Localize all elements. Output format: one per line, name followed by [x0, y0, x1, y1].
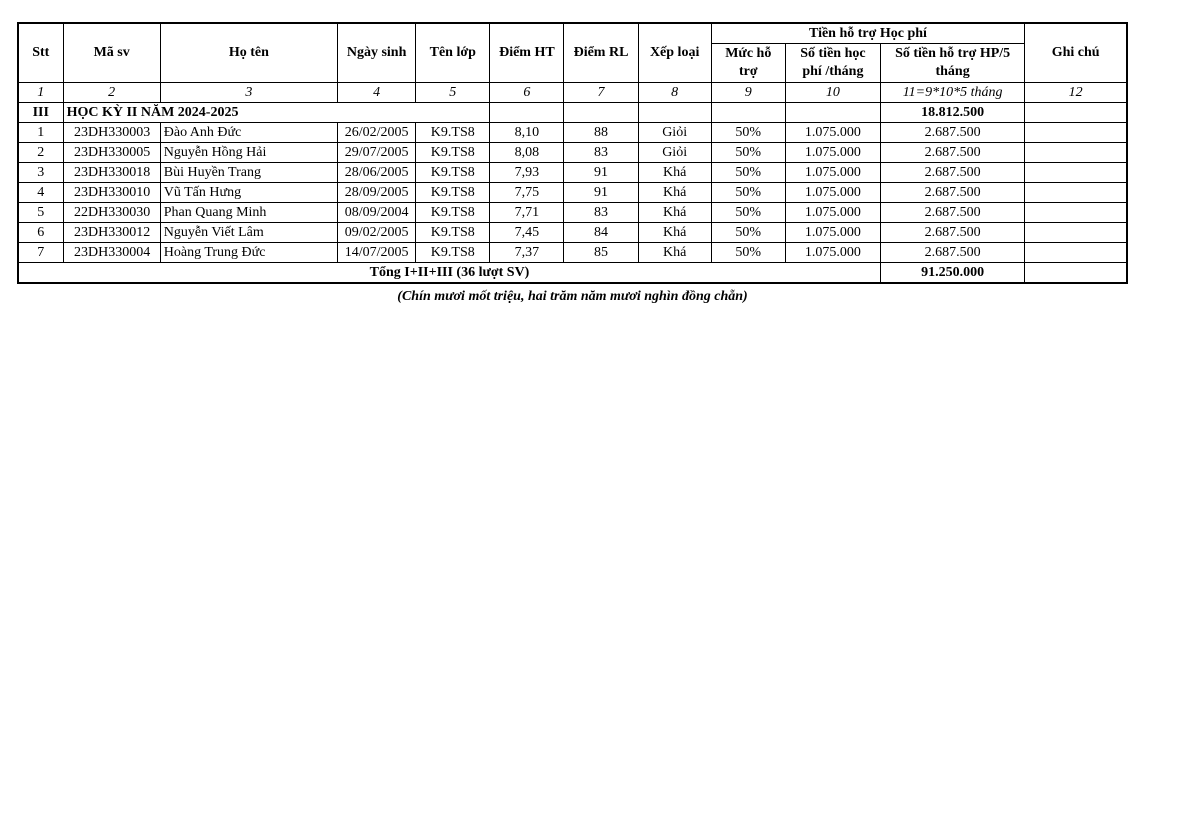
row-hoc-phi: 1.075.000	[785, 163, 880, 183]
column-number-cell: 5	[416, 83, 490, 103]
table-row	[18, 123, 1127, 143]
row-ghi-chu	[1025, 163, 1127, 183]
section-row	[18, 103, 1127, 123]
row-muc-ho-tro: 50%	[711, 163, 785, 183]
table-row	[18, 163, 1127, 183]
row-ghi-chu	[1025, 143, 1127, 163]
row-xep-loai: Giỏi	[638, 143, 711, 163]
row-stt: 6	[18, 223, 63, 243]
row-ho-tro: 2.687.500	[880, 223, 1024, 243]
row-xep-loai: Khá	[638, 163, 711, 183]
row-stt: 3	[18, 163, 63, 183]
row-hoc-phi: 1.075.000	[785, 243, 880, 263]
row-hoc-phi: 1.075.000	[785, 143, 880, 163]
column-number-cell: 3	[160, 83, 337, 103]
row-diem-rl: 84	[564, 223, 638, 243]
row-ngay-sinh: 26/02/2005	[338, 123, 416, 143]
section-empty-cell	[564, 103, 638, 123]
section-empty-cell	[1025, 103, 1127, 123]
row-xep-loai: Khá	[638, 243, 711, 263]
row-ngay-sinh: 08/09/2004	[338, 203, 416, 223]
row-xep-loai: Khá	[638, 203, 711, 223]
row-ma-sv: 23DH330003	[63, 123, 160, 143]
row-ten-lop: K9.TS8	[416, 183, 490, 203]
row-diem-rl: 88	[564, 123, 638, 143]
row-hoc-phi: 1.075.000	[785, 223, 880, 243]
row-ho-tro: 2.687.500	[880, 143, 1024, 163]
section-empty-cell	[638, 103, 711, 123]
column-number-cell: 2	[63, 83, 160, 103]
row-ten-lop: K9.TS8	[416, 163, 490, 183]
section-title: HỌC KỲ II NĂM 2024-2025	[63, 103, 490, 123]
row-hoc-phi: 1.075.000	[785, 203, 880, 223]
header-stt: Stt	[18, 23, 63, 83]
total-row	[18, 263, 1127, 284]
section-code: III	[18, 103, 63, 123]
row-ten-lop: K9.TS8	[416, 203, 490, 223]
header-diem-rl: Điểm RL	[564, 23, 638, 83]
row-ngay-sinh: 14/07/2005	[338, 243, 416, 263]
row-ho-ten: Bùi Huyền Trang	[160, 163, 337, 183]
row-diem-rl: 91	[564, 183, 638, 203]
row-ho-ten: Vũ Tấn Hưng	[160, 183, 337, 203]
total-empty-cell	[1025, 263, 1127, 284]
column-number-cell: 12	[1025, 83, 1127, 103]
row-muc-ho-tro: 50%	[711, 183, 785, 203]
row-ten-lop: K9.TS8	[416, 123, 490, 143]
row-stt: 1	[18, 123, 63, 143]
row-diem-rl: 85	[564, 243, 638, 263]
row-muc-ho-tro: 50%	[711, 223, 785, 243]
scholarship-table	[17, 22, 1128, 284]
column-number-cell: 11=9*10*5 tháng	[880, 83, 1024, 103]
row-ho-tro: 2.687.500	[880, 123, 1024, 143]
row-xep-loai: Giỏi	[638, 123, 711, 143]
section-empty-cell	[490, 103, 564, 123]
row-ten-lop: K9.TS8	[416, 223, 490, 243]
row-ngay-sinh: 28/06/2005	[338, 163, 416, 183]
row-diem-ht: 7,71	[490, 203, 564, 223]
row-xep-loai: Khá	[638, 183, 711, 203]
row-ghi-chu	[1025, 243, 1127, 263]
row-muc-ho-tro: 50%	[711, 243, 785, 263]
row-ma-sv: 23DH330004	[63, 243, 160, 263]
row-xep-loai: Khá	[638, 223, 711, 243]
row-ho-ten: Hoàng Trung Đức	[160, 243, 337, 263]
header-row-top	[18, 23, 1127, 44]
row-ten-lop: K9.TS8	[416, 143, 490, 163]
row-ho-ten: Nguyễn Viết Lâm	[160, 223, 337, 243]
row-ma-sv: 23DH330012	[63, 223, 160, 243]
column-number-cell: 7	[564, 83, 638, 103]
row-ghi-chu	[1025, 223, 1127, 243]
row-ho-tro: 2.687.500	[880, 163, 1024, 183]
row-ngay-sinh: 09/02/2005	[338, 223, 416, 243]
table-row	[18, 183, 1127, 203]
header-so-tien-ho-tro: Số tiền hỗ trợ HP/5 tháng	[880, 44, 1024, 83]
row-muc-ho-tro: 50%	[711, 143, 785, 163]
row-ho-ten: Đào Anh Đức	[160, 123, 337, 143]
row-ghi-chu	[1025, 183, 1127, 203]
column-number-cell: 1	[18, 83, 63, 103]
column-number-cell: 9	[711, 83, 785, 103]
row-ghi-chu	[1025, 123, 1127, 143]
row-stt: 7	[18, 243, 63, 263]
header-so-tien-hoc-phi: Số tiền học phí /tháng	[785, 44, 880, 83]
row-diem-ht: 8,08	[490, 143, 564, 163]
table-row	[18, 203, 1127, 223]
row-ho-tro: 2.687.500	[880, 203, 1024, 223]
row-diem-ht: 7,93	[490, 163, 564, 183]
table-row	[18, 143, 1127, 163]
column-number-cell: 10	[785, 83, 880, 103]
row-diem-ht: 7,75	[490, 183, 564, 203]
header-ghi-chu: Ghi chú	[1025, 23, 1127, 83]
row-ngay-sinh: 29/07/2005	[338, 143, 416, 163]
row-ho-ten: Phan Quang Minh	[160, 203, 337, 223]
row-stt: 5	[18, 203, 63, 223]
section-subtotal: 18.812.500	[880, 103, 1024, 123]
row-ho-tro: 2.687.500	[880, 183, 1024, 203]
row-stt: 4	[18, 183, 63, 203]
header-muc-ho-tro: Mức hỗ trợ	[711, 44, 785, 83]
row-diem-rl: 83	[564, 143, 638, 163]
header-group-tien-ho-tro: Tiền hỗ trợ Học phí	[711, 23, 1025, 44]
total-amount: 91.250.000	[880, 263, 1024, 284]
row-hoc-phi: 1.075.000	[785, 123, 880, 143]
column-number-cell: 6	[490, 83, 564, 103]
row-diem-ht: 8,10	[490, 123, 564, 143]
table-row	[18, 223, 1127, 243]
row-diem-ht: 7,45	[490, 223, 564, 243]
total-label: Tổng I+II+III (36 lượt SV)	[18, 263, 880, 284]
table-row	[18, 243, 1127, 263]
header-ngay-sinh: Ngày sinh	[338, 23, 416, 83]
row-ma-sv: 22DH330030	[63, 203, 160, 223]
row-ten-lop: K9.TS8	[416, 243, 490, 263]
row-muc-ho-tro: 50%	[711, 123, 785, 143]
column-number-row	[18, 83, 1127, 103]
header-xep-loai: Xếp loại	[638, 23, 711, 83]
row-diem-rl: 91	[564, 163, 638, 183]
row-diem-rl: 83	[564, 203, 638, 223]
row-ghi-chu	[1025, 203, 1127, 223]
row-ngay-sinh: 28/09/2005	[338, 183, 416, 203]
column-number-cell: 4	[338, 83, 416, 103]
row-muc-ho-tro: 50%	[711, 203, 785, 223]
row-ho-ten: Nguyễn Hồng Hải	[160, 143, 337, 163]
header-ten-lop: Tên lớp	[416, 23, 490, 83]
amount-in-words: (Chín mươi mốt triệu, hai trăm năm mươi nghìn đồng chẵn)	[397, 289, 748, 304]
row-ma-sv: 23DH330018	[63, 163, 160, 183]
row-ma-sv: 23DH330010	[63, 183, 160, 203]
row-stt: 2	[18, 143, 63, 163]
row-diem-ht: 7,37	[490, 243, 564, 263]
section-empty-cell	[711, 103, 785, 123]
header-ho-ten: Họ tên	[160, 23, 337, 83]
header-diem-ht: Điểm HT	[490, 23, 564, 83]
row-ho-tro: 2.687.500	[880, 243, 1024, 263]
section-empty-cell	[785, 103, 880, 123]
row-ma-sv: 23DH330005	[63, 143, 160, 163]
column-number-cell: 8	[638, 83, 711, 103]
header-ma-sv: Mã sv	[63, 23, 160, 83]
row-hoc-phi: 1.075.000	[785, 183, 880, 203]
